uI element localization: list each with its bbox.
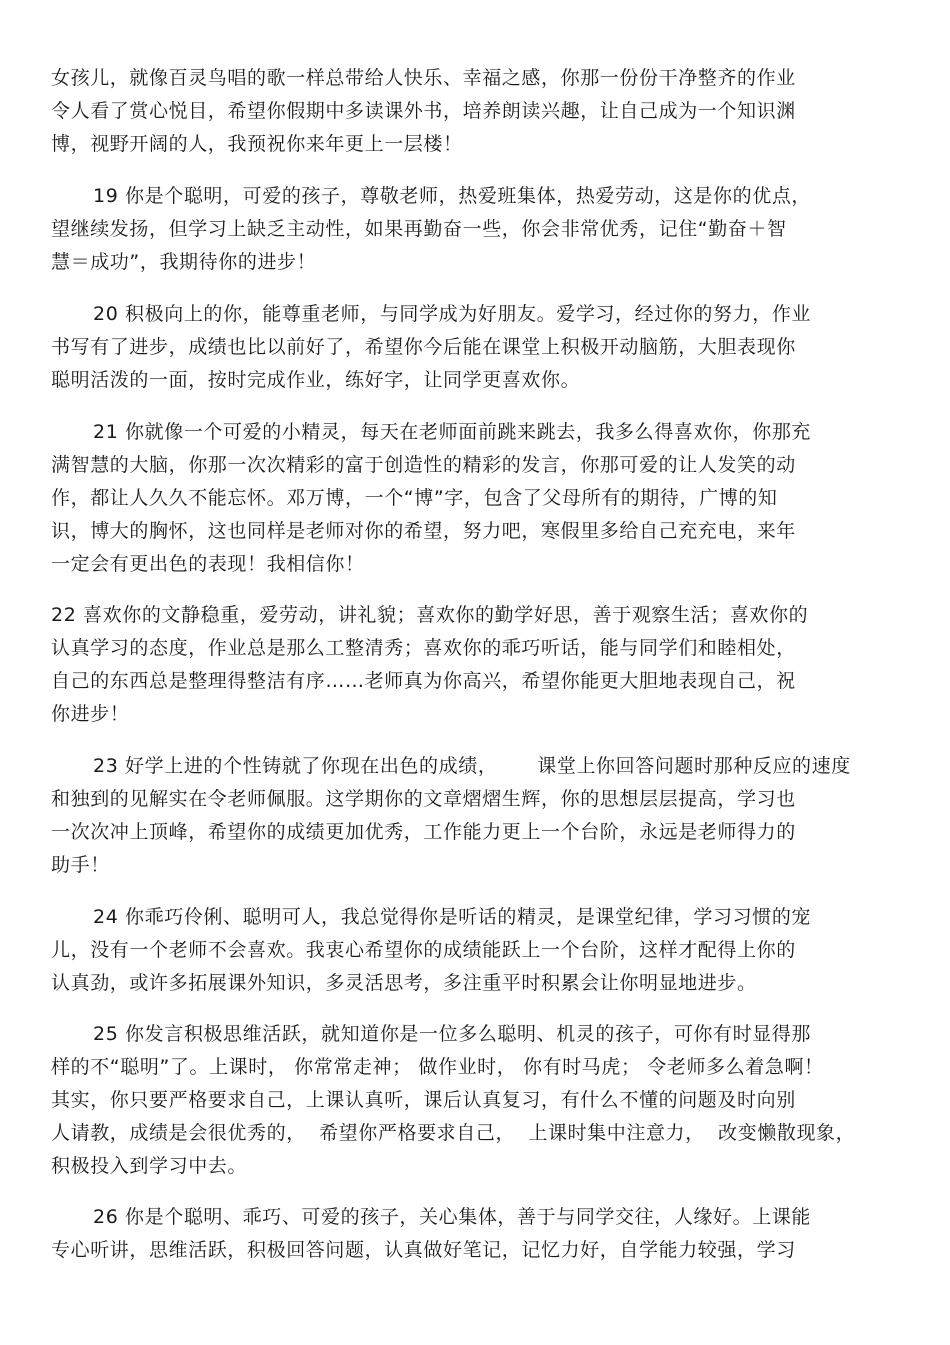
text-line: 认真劲，或许多拓展课外知识，多灵活思考，多注重平时积累会让你明显地进步。 <box>51 972 757 994</box>
text-line: 21 你就像一个可爱的小精灵，每天在老师面前跳来跳去，我多么得喜欢你，你那充 <box>93 421 812 443</box>
text-line: 一次次冲上顶峰，希望你的成绩更加优秀，工作能力更上一个台阶，永远是老师得力的 <box>51 821 796 843</box>
text-line: 博，视野开阔的人，我预祝你来年更上一层楼！ <box>51 133 463 155</box>
text-line: 其实，你只要严格要求自己，上课认真听，课后认真复习，有什么不懂的问题及时向别 <box>51 1089 796 1111</box>
text-line: 望继续发扬，但学习上缺乏主动性，如果再勤奋一些，你会非常优秀，记住“勤奋＋智 <box>51 218 787 240</box>
text-line: 26 你是个聪明、乖巧、可爱的孩子，关心集体，善于与同学交往，人缘好。上课能 <box>93 1206 812 1228</box>
text-line: 23 好学上进的个性铸就了你现在出色的成绩， 课堂上你回答问题时那种反应的速度 <box>93 755 851 777</box>
text-line: 你进步！ <box>51 703 130 725</box>
text-line: 自己的东西总是整理得整洁有序……老师真为你高兴，希望你能更大胆地表现自己，祝 <box>51 670 796 692</box>
text-line: 令人看了赏心悦目，希望你假期中多读课外书，培养朗读兴趣，让自己成为一个知识渊 <box>51 100 796 122</box>
text-line: 慧＝成功”，我期待你的进步！ <box>51 251 317 273</box>
text-line: 一定会有更出色的表现！我相信你！ <box>51 553 365 575</box>
text-line: 儿，没有一个老师不会喜欢。我衷心希望你的成绩能跃上一个台阶，这样才配得上你的 <box>51 939 796 961</box>
text-line: 聪明活泼的一面，按时完成作业，练好字，让同学更喜欢你。 <box>51 369 581 391</box>
text-line: 25 你发言积极思维活跃，就知道你是一位多么聪明、机灵的孩子，可你有时显得那 <box>93 1023 812 1045</box>
text-line: 书写有了进步，成绩也比以前好了，希望你今后能在课堂上积极开动脑筋，大胆表现你 <box>51 336 796 358</box>
text-line: 24 你乖巧伶俐、聪明可人，我总觉得你是听话的精灵，是课堂纪律，学习习惯的宠 <box>93 906 812 928</box>
text-line: 助手！ <box>51 854 110 876</box>
text-line: 22 喜欢你的文静稳重，爱劳动，讲礼貌；喜欢你的勤学好思，善于观察生活；喜欢你的 <box>51 604 809 626</box>
text-line: 专心听讲，思维活跃，积极回答问题，认真做好笔记，记忆力好，自学能力较强，学习 <box>51 1239 796 1261</box>
text-line: 和独到的见解实在令老师佩服。这学期你的文章熠熠生辉，你的思想层层提高，学习也 <box>51 788 796 810</box>
text-line: 女孩儿，就像百灵鸟唱的歌一样总带给人快乐、幸福之感，你那一份份干净整齐的作业 <box>51 67 796 89</box>
text-line: 积极投入到学习中去。 <box>51 1155 248 1177</box>
text-line: 样的不“聪明”了。上课时， 你常常走神； 做作业时， 你有时马虎； 令老师多么着急啊！ <box>51 1056 824 1078</box>
text-line: 作，都让人久久不能忘怀。邓万博，一个“博”字，包含了父母所有的期待，广博的知 <box>51 487 778 509</box>
text-line: 20 积极向上的你，能尊重老师，与同学成为好朋友。爱学习，经过你的努力，作业 <box>93 303 812 325</box>
text-line: 识，博大的胸怀，这也同样是老师对你的希望，努力吧，寒假里多给自己充充电，来年 <box>51 520 796 542</box>
text-line: 认真学习的态度，作业总是那么工整清秀；喜欢你的乖巧听话，能与同学们和睦相处， <box>51 637 796 659</box>
text-line: 人请教，成绩是会很优秀的， 希望你严格要求自己， 上课时集中注意力， 改变懒散现象， <box>51 1122 856 1144</box>
text-line: 满智慧的大脑，你那一次次精彩的富于创造性的精彩的发言，你那可爱的让人发笑的动 <box>51 454 796 476</box>
text-line: 19 你是个聪明，可爱的孩子，尊敬老师，热爱班集体，热爱劳动，这是你的优点， <box>93 185 812 207</box>
